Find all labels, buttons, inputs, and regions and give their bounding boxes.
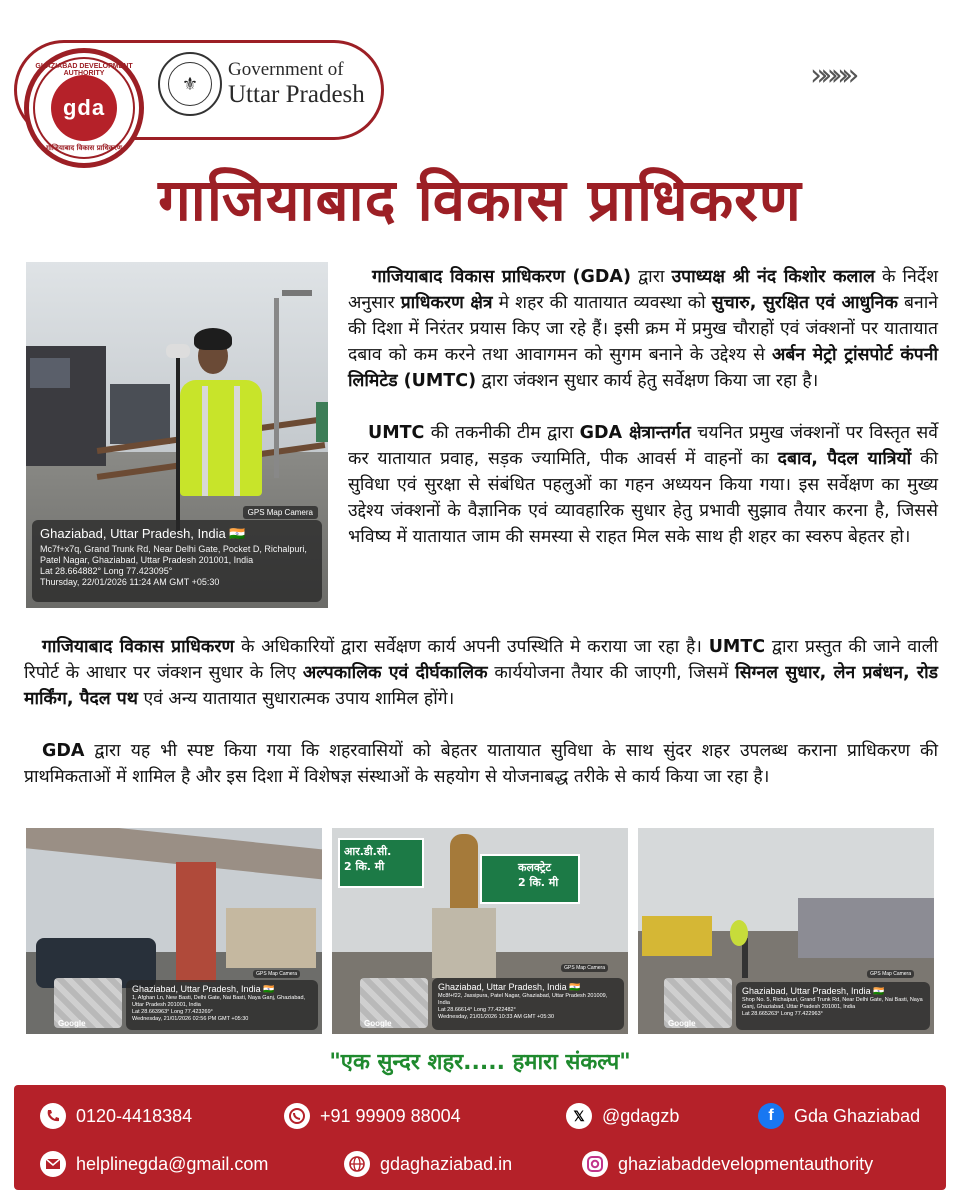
mail-icon bbox=[40, 1151, 66, 1177]
paragraph1-segment: प्राधिकरण क्षेत्र bbox=[400, 293, 493, 313]
gps-datetime: Wednesday, 21/01/2026 10:33 AM GMT +05:30 bbox=[438, 1014, 555, 1020]
paragraph3-segment: अल्पकालिक एवं दीर्घकालिक bbox=[302, 663, 488, 683]
paragraph-officials bbox=[24, 634, 938, 712]
sign-left-line-1: आर.डी.सी. bbox=[344, 845, 392, 858]
email-address: helplinegda@gmail.com bbox=[76, 1153, 269, 1174]
paragraph3-segment: के अधिकारियों द्वारा सर्वेक्षण कार्य अपनी उपस्थिति मे कराया जा रहा है। bbox=[234, 637, 709, 657]
paragraph1-segment: मे शहर की यातायात व्यवस्था को bbox=[492, 293, 712, 313]
gps-coords: Lat 28.663963° Long 77.423269° bbox=[132, 1009, 213, 1015]
google-label: Google bbox=[364, 1019, 392, 1028]
direction-sign-right bbox=[480, 854, 580, 904]
survey-photo-3 bbox=[638, 828, 934, 1034]
logo-arc-bottom: गाजियाबाद विकास प्राधिकरण bbox=[46, 144, 122, 152]
gps-coords: Lat 28.664882° Long 77.423095° bbox=[40, 566, 173, 576]
paragraph4-segment: द्वारा यह भी स्पष्ट किया गया कि शहरवासियों को बेहतर यातायात सुविधा के साथ सुंदर शहर उपलब्ध कराना प्राधिकरण की प्राथमिकताओं में शामिल है और इस दिशा में विशेषज्ञ संस्थाओं के सहयोग से योजनाबद्ध तरीके से कार्य किया जा रहा है। bbox=[24, 741, 938, 787]
paragraph1-segment: द्वारा bbox=[630, 267, 672, 287]
footer-facebook[interactable] bbox=[758, 1103, 920, 1129]
footer-website[interactable] bbox=[344, 1151, 512, 1177]
gps-city: Ghaziabad, Uttar Pradesh, India 🇮🇳 bbox=[742, 986, 885, 996]
paragraph2-segment: GDA क्षेत्रान्तर्गत bbox=[579, 423, 691, 443]
gov-line-2: Uttar Pradesh bbox=[228, 81, 365, 108]
whatsapp-number: +91 99909 88004 bbox=[320, 1105, 461, 1126]
gps-info-card bbox=[126, 980, 318, 1030]
phone-icon bbox=[40, 1103, 66, 1129]
gda-logo bbox=[24, 48, 144, 168]
gps-camera-tag: GPS Map Camera bbox=[867, 970, 914, 978]
paragraph1-segment: सुचारु, सुरक्षित एवं आधुनिक bbox=[711, 293, 898, 313]
gps-camera-tag: GPS Map Camera bbox=[561, 964, 608, 972]
paragraph1-segment: अर्बन मेट्रो ट्रांसपोर्ट कंपनी लिमिटेड (UMTC) bbox=[348, 345, 938, 391]
gov-line-1: Government of bbox=[228, 59, 344, 80]
sign-right-line-1: कलक्ट्रेट bbox=[518, 861, 551, 874]
phone-number: 0120-4418384 bbox=[76, 1105, 193, 1126]
google-label: Google bbox=[58, 1019, 86, 1028]
slogan: "एक सुन्दर शहर..... हमारा संकल्प" bbox=[329, 1050, 631, 1075]
survey-photo-main bbox=[26, 262, 328, 608]
up-government-emblem bbox=[158, 52, 222, 116]
gps-info-card bbox=[432, 978, 624, 1030]
paragraph2-segment: की तकनीकी टीम द्वारा bbox=[424, 423, 580, 443]
footer-email[interactable] bbox=[40, 1151, 268, 1177]
gps-city: Ghaziabad, Uttar Pradesh, India 🇮🇳 bbox=[132, 984, 275, 994]
paragraph3-segment: सिग्नल सुधार, लेन प्रबंधन, रोड मार्किंग, पैदल पथ bbox=[24, 663, 938, 709]
survey-photo-2 bbox=[332, 828, 628, 1034]
paragraph2-segment: UMTC bbox=[368, 423, 425, 443]
paragraph-umtc bbox=[348, 420, 938, 550]
logo-arc-top: GHAZIABAD DEVELOPMENT AUTHORITY bbox=[35, 63, 133, 77]
page-title: गाजियाबाद विकास प्राधिकरण bbox=[158, 166, 802, 234]
sign-right-line-2: 2 कि. मी bbox=[518, 876, 559, 889]
gps-coords: Lat 28.66614° Long 77.422482° bbox=[438, 1007, 516, 1013]
paragraph1-segment: उपाध्यक्ष श्री नंद किशोर कलाल bbox=[671, 267, 875, 287]
gps-info-card bbox=[736, 982, 930, 1030]
instagram-icon bbox=[582, 1151, 608, 1177]
footer-whatsapp[interactable] bbox=[284, 1103, 461, 1129]
sign-left-line-2: 2 कि. मी bbox=[344, 860, 385, 873]
footer-x[interactable] bbox=[566, 1103, 679, 1129]
google-label: Google bbox=[668, 1019, 696, 1028]
paragraph1-segment: द्वारा जंक्शन सुधार कार्य हेतु सर्वेक्षण किया जा रहा है। bbox=[476, 371, 819, 391]
instagram-handle: ghaziabaddevelopmentauthority bbox=[618, 1153, 874, 1174]
paragraph3-segment: कार्ययोजना तैयार की जाएगी, जिसमें bbox=[487, 663, 736, 683]
paragraph1-segment: के निर्देश अनुसार bbox=[348, 267, 938, 313]
chevron-right-icon: »»»» bbox=[810, 58, 852, 93]
paragraph1-segment: गाजियाबाद विकास प्राधिकरण (GDA) bbox=[372, 267, 631, 287]
paragraph3-segment: UMTC bbox=[708, 637, 766, 657]
globe-icon bbox=[344, 1151, 370, 1177]
gps-camera-tag: GPS Map Camera bbox=[253, 970, 300, 978]
paragraph1-segment: बनाने की दिशा में निरंतर प्रयास किए जा रहे हैं। इसी क्रम में प्रमुख चौराहों एवं जंक्शनों पर यातायात दबाव को कम करने तथा आवागमन को सुगम बनाने के उद्देश्य से bbox=[348, 293, 938, 365]
facebook-name: Gda Ghaziabad bbox=[794, 1105, 921, 1126]
gps-coords: Lat 28.665263° Long 77.422963° bbox=[742, 1011, 823, 1017]
whatsapp-icon bbox=[284, 1103, 310, 1129]
gps-datetime: Thursday, 22/01/2026 11:24 AM GMT +05:30 bbox=[40, 577, 220, 587]
gps-address: Mc7f+x7q, Grand Trunk Rd, Near Delhi Gate, Pocket D, Richalpuri, Patel Nagar, Ghaziabad, Uttar Pradesh 201001, India bbox=[40, 544, 307, 565]
paragraph3-segment: गाजियाबाद विकास प्राधिकरण bbox=[42, 637, 235, 657]
paragraph2-segment: चयनित प्रमुख जंक्शनों पर विस्तृत सर्वे कर यातायात प्रवाह, सड़क ज्यामिति, पीक आवर्स में वाहनों का bbox=[348, 423, 938, 469]
paragraph2-segment: की सुविधा एवं सुरक्षा से संबंधित पहलुओं का गहन अध्ययन किया गया। इस सर्वेक्षण का मुख्य उद्देश्य जंक्शनों के वैज्ञानिक एवं व्यावहारिक सुधार हेतु प्रभावी सुझाव तैयार करना है, जिससे भविष्य में यातायात जाम की समस्या से राहत मिल सके साथ ही शहर का स्वरुप बेहतर हो। bbox=[348, 449, 938, 547]
paragraph2-segment: दबाव, पैदल यात्रियों bbox=[777, 449, 912, 469]
paragraph3-segment: द्वारा प्रस्तुत की जाने वाली रिपोर्ट के आधार पर जंक्शन सुधार के लिए bbox=[24, 637, 938, 683]
x-handle: @gdagzb bbox=[602, 1105, 680, 1126]
direction-sign-left bbox=[338, 838, 424, 888]
gps-datetime: Wednesday, 21/01/2026 02:56 PM GMT +05:30 bbox=[132, 1016, 249, 1022]
emblem-fish-icon: ⚜ bbox=[168, 62, 212, 106]
website-url: gdaghaziabad.in bbox=[380, 1153, 513, 1174]
paragraph-intro bbox=[348, 264, 938, 394]
gps-address: Mc8f+f22, Jassipura, Patel Nagar, Ghaziabad, Uttar Pradesh 201009, India bbox=[438, 993, 608, 1006]
survey-photo-1 bbox=[26, 828, 322, 1034]
gps-city: Ghaziabad, Uttar Pradesh, India 🇮🇳 bbox=[438, 982, 581, 992]
gps-address: Shop No. 5, Richalpuri, Grand Trunk Rd, Near Delhi Gate, Nai Basti, Naya Ganj, Ghaziabad, Uttar Pradesh 201001, India bbox=[742, 997, 923, 1010]
contact-footer bbox=[14, 1085, 946, 1190]
x-twitter-icon: 𝕏 bbox=[566, 1103, 592, 1129]
facebook-icon: f bbox=[758, 1103, 784, 1129]
footer-phone[interactable] bbox=[40, 1103, 192, 1129]
footer-instagram[interactable] bbox=[582, 1151, 873, 1177]
paragraph3-segment: एवं अन्य यातायात सुधारात्मक उपाय शामिल होंगे। bbox=[137, 689, 455, 709]
gps-info-card bbox=[32, 520, 322, 602]
paragraph4-segment: GDA bbox=[42, 741, 85, 761]
paragraph-priority bbox=[24, 738, 938, 790]
gps-city: Ghaziabad, Uttar Pradesh, India 🇮🇳 bbox=[40, 526, 246, 541]
logo-core: gda bbox=[51, 75, 117, 141]
government-label bbox=[228, 58, 378, 109]
gps-camera-tag: GPS Map Camera bbox=[243, 506, 318, 519]
gps-address: 1, Afghan Ln, New Basti, Delhi Gate, Nai Basti, Naya Ganj, Ghaziabad, Uttar Pradesh 201001, India bbox=[132, 995, 306, 1008]
